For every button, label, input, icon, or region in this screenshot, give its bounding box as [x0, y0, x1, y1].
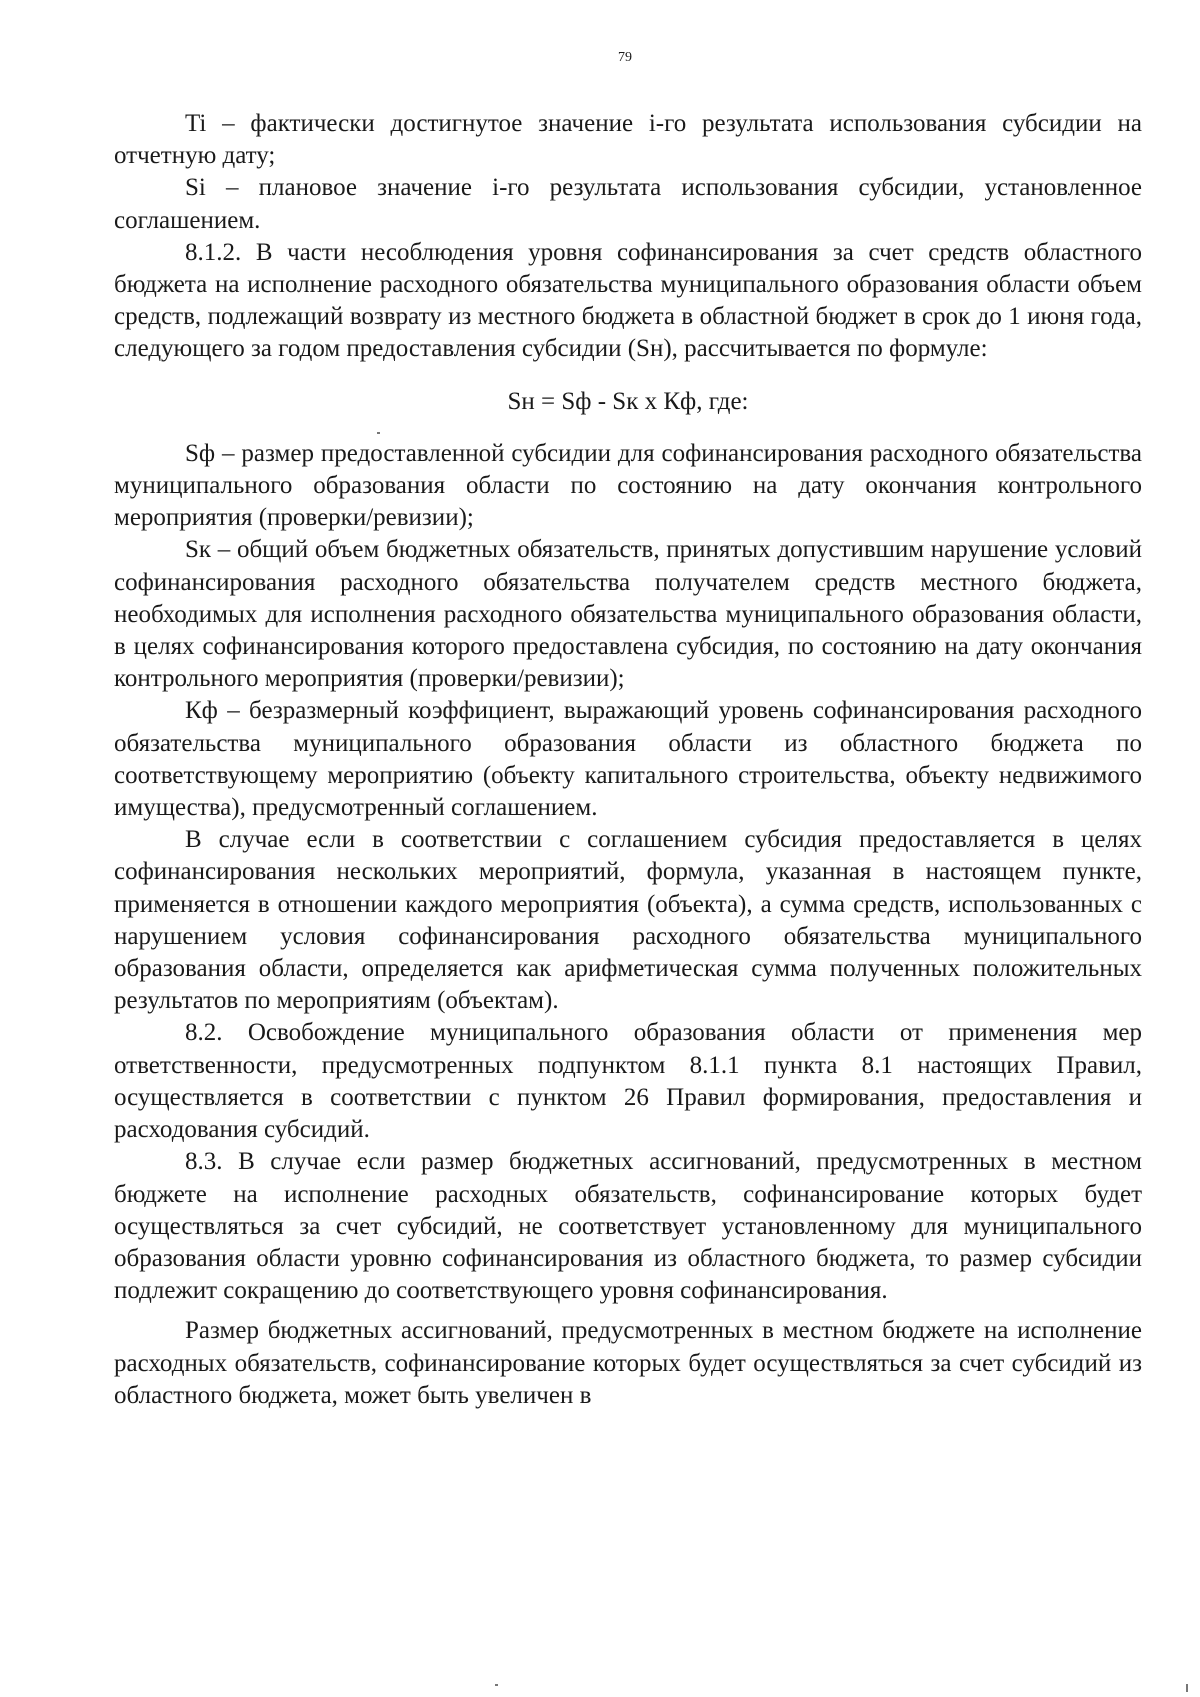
scan-speck: [1186, 1684, 1188, 1692]
paragraph-budget-allocations: Размер бюджетных ассигнований, предусмотренных в местном бюджете на исполнение расходных обязательств, софинансирование которых будет осуществляться за счет субсидий из областного бюджета, может быть увеличен в: [114, 1317, 1142, 1409]
paragraph-multiple-measures: В случае если в соответствии с соглашением субсидия предоставляется в целях софинансирования нескольких мероприятий, формула, указанная в настоящем пункте, применяется в отношении каждого мероприятия (объекта), а сумма средств, использованных с нарушением условия софинансирования расходного обязательства муниципального образования области, определяется как арифметическая сумма полученных положительных результатов по мероприятиям (объектам).: [114, 826, 1142, 1015]
paragraph-sf-definition: Sф – размер предоставленной субсидии для софинансирования расходного обязательства муниципального образования области по состоянию на дату окончания контрольного мероприятия (проверки/ревизии);: [114, 439, 1142, 532]
scan-speck: [495, 1684, 498, 1686]
page-number: 79: [618, 50, 632, 65]
document-body: [114, 108, 1142, 1412]
paragraph-8-2: 8.2. Освобождение муниципального образования области от применения мер ответственности, предусмотренных подпунктом 8.1.1 пункта 8.1 настоящих Правил, осуществляется в соответствии с пунктом 26 Правил формирования, предоставления и расходования субсидий.: [114, 1019, 1142, 1144]
paragraph-kf-definition: Кф – безразмерный коэффициент, выражающий уровень софинансирования расходного обязательства муниципального образования области из областного бюджета по соответствующему мероприятию (объекту капитального строительства, объекту недвижимого имущества), предусмотренный соглашением.: [114, 697, 1142, 822]
paragraph-ti-definition: Ti – фактически достигнутое значение i-го результата использования субсидии на отчетную дату;: [114, 110, 1142, 170]
paragraph-si-definition: Si – плановое значение i-го результата использования субсидии, установленное соглашением.: [114, 174, 1142, 234]
scan-speck: [377, 432, 380, 434]
paragraph-8-3: 8.3. В случае если размер бюджетных ассигнований, предусмотренных в местном бюджете на исполнение расходных обязательств, софинансирование которых будет осуществляться за счет субсидий, не соответствует установленному для муниципального образования области уровню софинансирования из областного бюджета, то размер субсидии подлежит сокращению до соответствующего уровня софинансирования.: [114, 1148, 1142, 1305]
formula: Sн = Sф - Sк x Кф, где:: [507, 387, 749, 415]
paragraph-8-1-2: 8.1.2. В части несоблюдения уровня софинансирования за счет средств областного бюджета на исполнение расходного обязательства муниципального образования области объем средств, подлежащий возврату из местного бюджета в областной бюджет в срок до 1 июня года, следующего за годом предоставления субсидии (Sн), рассчитывается по формуле:: [114, 238, 1142, 363]
paragraph-sk-definition: Sк – общий объем бюджетных обязательств, принятых допустившим нарушение условий софинансирования расходного обязательства получателем средств местного бюджета, необходимых для исполнения расходного обязательства муниципального образования области, в целях софинансирования которого предоставлена субсидия, по состоянию на дату окончания контрольного мероприятия (проверки/ревизии);: [114, 536, 1142, 693]
